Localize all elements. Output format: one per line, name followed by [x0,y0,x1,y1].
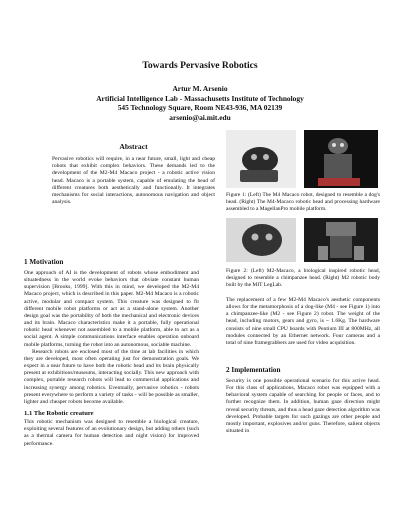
figure-1-photos [226,130,378,188]
paper-title: Towards Pervasive Robotics [142,60,258,71]
section-1-heading: 1 Motivation [24,258,64,266]
left-column-text [24,270,199,448]
right-column-paragraph-1: The replacement of a few M2-M4 Macaco's aesthetic components allows for the metamorphosis of a dog-like (M4 - see Figure 1) into a chimpanzee-like (M2 - see Figure 2) robot. The weight of the head, including motors, gears and gyro, is ~ 1.6Kg. The hardware consists of nine small CPU boards with Pentium III at 800MHz, all modules connected by an Ethernet network. Four cameras and a total of nine framegrabbers are used for video acquisition. [226,297,380,346]
section-1-1-heading: 1.1 The Robotic creature [24,409,94,417]
author-block [0,84,400,122]
section-1-paragraph-2: Research robots are enclosed most of the time at lab facilities in which they are developed, most often operating just for demonstration goals. We expect in a near future to have both the robotic head and its brain physically present at exhibitions/museums, interacting socially. This new approach with complex, portable research robots will lead to commercial applications and increasing synergy among robotics. Eventually, pervasive robotics - robots present everywhere to perform a variety of tasks - will be possible as smaller, lighter and cheaper robots become available. [24,348,199,405]
author-address: 545 Technology Square, Room NE43-936, MA 02139 [117,103,283,113]
figure-2-caption: Figure 2: (Left) M2-Macaco, a biological inspired robotic head, designed to resemble a chimpanzee head. (Right) M2 robotic body built by the MIT LegLab. [226,268,380,289]
section-2-heading: 2 Implementation [226,366,281,374]
robot-neck-shape [240,170,278,182]
author-name: Artur M. Arsenio [172,84,228,93]
right-column-text [226,297,380,347]
section-1-paragraph-1: One approach of AI is the development of robots whose embodiment and situatedness in the world evoke behaviors that obviate constant human supervision [Brooks, 1999]. With this in mind, we developed the M2-M4 Macaco project, which is described in this paper. M2-M4 Macaco is a robotic active, modular and compact system. This creature was designed to fit different mobile robot platforms or act as a stand-alone system. Another design goal was the portability of both the mechanical and electronic devices and its brain. Macaco characteristics make it a portable, fully operational robotic head whenever not assembled to a mobile platform, able to act as a social agent. A simple communications interface enables operation onboard mobile platforms, turning the robot into an autonomous, sociable machine. [24,270,199,348]
chimpanzee-head-shape [242,224,282,256]
section-1-1-text: This robotic mechanism was designed to resemble a biological creature, exploiting several features of an evolutionary design, but adding others (such as a thermal camera for human detection and night vision) for improved performance. [24,419,199,447]
dog-head-shape [242,147,278,173]
author-affiliation: Artificial Intelligence Lab - Massachusetts Institute of Technology [96,93,304,103]
figure-2-photos [226,218,378,262]
author-email: arsenio@ai.mit.edu [169,112,231,122]
abstract-text: Pervasive robotics will require, in a near future, small, light and cheap robots that exhibit complex behaviors. These demands led to the development of the M2-M4 Macaco project - a robotic active vision head. Macaco is a portable system, capable of emulating the head of different creatures both aesthetically and functionally. It integrates mechanisms for social interactions, autonomous navigation and object analysis. [52,156,215,206]
abstract-heading: Abstract [119,142,148,151]
figure-1-caption: Figure 1: (Left) The M4 Macaco robot, designed to resemble a dog's head. (Right) The M4-Macaco robotic head and processing hardware assembled to a MagellanPro mobile platform. [226,192,380,213]
section-2-text: Security is one possible operational scenario for this active head. For this class of applications, Macaco robot was equipped with a behavioral system capable of searching for people or faces, and to further recognize them. In addition, human gaze direction might reveal security threats, and thus a head gaze detection algorithm was developed. Probable targets for such gazings are other people and mostly important, explosives and/or guns. Therefore, salient objects situated in [226,378,380,435]
